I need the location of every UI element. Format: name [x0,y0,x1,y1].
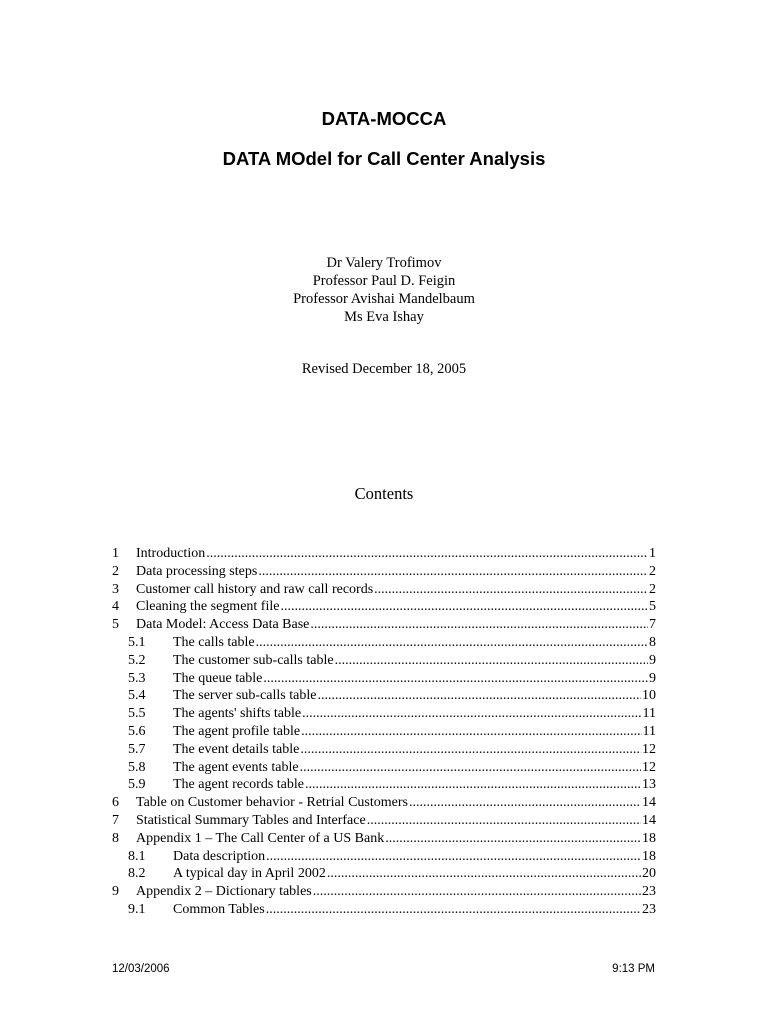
toc-dot-leader [206,545,648,563]
toc-entry[interactable] [112,705,656,723]
author-list [0,254,768,326]
toc-entry-page: 23 [642,901,656,917]
toc-dot-leader [300,759,641,777]
toc-entry-label: The server sub-calls table [173,688,317,704]
toc-entry-number: 7 [112,812,119,828]
toc-entry-label: Data Model: Access Data Base [136,617,310,633]
toc-entry[interactable] [112,670,656,688]
toc-entry-label: The queue table [173,670,263,686]
toc-entry-number: 5.2 [128,652,146,668]
toc-entry-page: 9 [649,670,656,686]
toc-entry-label: The calls table [173,634,255,650]
toc-entry-page: 20 [642,866,656,882]
toc-entry-number: 3 [112,581,119,597]
revision-date: Revised December 18, 2005 [301,361,467,377]
toc-entry[interactable] [112,545,656,563]
toc-entry[interactable] [112,848,656,866]
toc-entry-number: 9.1 [128,901,146,917]
toc-entry-label: The agent profile table [173,723,301,739]
toc-dot-leader [266,848,641,866]
toc-entry[interactable] [112,759,656,777]
toc-entry-label: Appendix 1 – The Call Center of a US Bank [136,830,385,846]
toc-dot-leader [256,634,648,652]
toc-dot-leader [305,776,641,794]
toc-dot-leader [310,616,648,634]
toc-dot-leader [327,865,641,883]
toc-entry[interactable] [112,812,656,830]
toc-entry-number: 5.1 [128,634,146,650]
footer-date: 12/03/2006 [112,963,170,975]
author-name: Professor Avishai Mandelbaum [293,291,475,307]
toc-dot-leader [263,670,648,688]
toc-entry[interactable] [112,830,656,848]
toc-entry-page: 12 [642,741,656,757]
toc-entry[interactable] [112,776,656,794]
toc-entry-number: 5.4 [128,688,146,704]
author-name: Dr Valery Trofimov [326,255,442,271]
toc-entry-label: The agent records table [173,777,304,793]
toc-entry-page: 12 [642,759,656,775]
toc-entry-number: 8.1 [128,848,146,864]
toc-entry-page: 14 [642,795,656,811]
toc-entry-label: The agents' shifts table [173,706,302,722]
toc-entry-page: 18 [642,830,656,846]
toc-dot-leader [302,705,641,723]
toc-entry-page: 1 [649,546,656,561]
toc-entry[interactable] [112,794,656,812]
toc-entry-label: Cleaning the segment file [136,599,280,615]
toc-entry-label: The agent events table [173,759,299,775]
toc-entry-page: 11 [642,723,656,739]
toc-entry-number: 9 [112,884,119,900]
toc-entry-number: 5 [112,617,119,633]
toc-dot-leader [367,812,641,830]
toc-entry-label: A typical day in April 2002 [173,866,326,882]
toc-entry-number: 5.6 [128,723,146,739]
toc-entry-page: 18 [642,848,656,864]
toc-entry[interactable] [112,563,656,581]
toc-entry[interactable] [112,652,656,670]
toc-entry[interactable] [112,883,656,901]
toc-entry-label: Appendix 2 – Dictionary tables [136,884,312,900]
toc-entry[interactable] [112,616,656,634]
toc-dot-leader [385,830,641,848]
toc-entry-number: 5.7 [128,741,146,757]
document-subtitle: DATA MOdel for Call Center Analysis [222,148,546,169]
toc-entry-page: 2 [649,563,656,579]
toc-dot-leader [266,901,641,919]
toc-entry-number: 5.3 [128,670,146,686]
toc-entry[interactable] [112,865,656,883]
toc-entry-number: 8 [112,830,119,846]
toc-entry-page: 23 [642,884,656,900]
toc-entry-label: Data processing steps [136,563,258,579]
toc-entry-label: Common Tables [173,901,265,917]
toc-entry-page: 8 [649,634,656,650]
toc-dot-leader [280,598,648,616]
toc-entry-page: 14 [642,812,656,828]
toc-dot-leader [335,652,648,670]
author-name: Ms Eva Ishay [344,309,424,325]
document-title: DATA-MOCCA [321,108,447,129]
toc-dot-leader [300,741,641,759]
toc-entry-page: 11 [642,706,656,722]
toc-entry[interactable] [112,901,656,919]
author-name: Professor Paul D. Feigin [312,273,456,289]
toc-entry-number: 1 [112,546,119,561]
toc-entry-label: Statistical Summary Tables and Interface [136,812,366,828]
toc-entry-label: Data description [173,848,266,864]
toc-entry-page: 9 [649,652,656,668]
toc-entry[interactable] [112,741,656,759]
toc-dot-leader [374,581,648,599]
toc-dot-leader [313,883,641,901]
toc-dot-leader [409,794,641,812]
toc-entry-page: 13 [642,777,656,793]
toc-entry[interactable] [112,723,656,741]
toc-entry-label: Table on Customer behavior - Retrial Customers [136,795,408,811]
toc-entry-number: 4 [112,599,119,615]
table-of-contents [112,545,656,919]
toc-dot-leader [258,563,648,581]
toc-entry-number: 5.8 [128,759,146,775]
toc-dot-leader [317,687,641,705]
toc-entry-label: The customer sub-calls table [173,652,334,668]
toc-entry-page: 10 [642,688,656,704]
toc-entry[interactable] [112,634,656,652]
toc-entry-number: 5.5 [128,706,146,722]
toc-entry-label: Introduction [136,546,206,561]
toc-entry-number: 5.9 [128,777,146,793]
toc-entry[interactable] [112,598,656,616]
contents-heading: Contents [354,484,414,503]
toc-entry[interactable] [112,581,656,599]
toc-entry-page: 2 [649,581,656,597]
toc-entry-label: Customer call history and raw call records [136,581,374,597]
toc-entry-number: 8.2 [128,866,146,882]
toc-entry-number: 6 [112,795,119,811]
toc-entry-page: 5 [649,599,656,615]
toc-entry[interactable] [112,687,656,705]
toc-entry-page: 7 [649,617,656,633]
toc-entry-label: The event details table [173,741,300,757]
footer-time: 9:13 PM [612,963,655,975]
toc-entry-number: 2 [112,563,119,579]
toc-dot-leader [301,723,641,741]
